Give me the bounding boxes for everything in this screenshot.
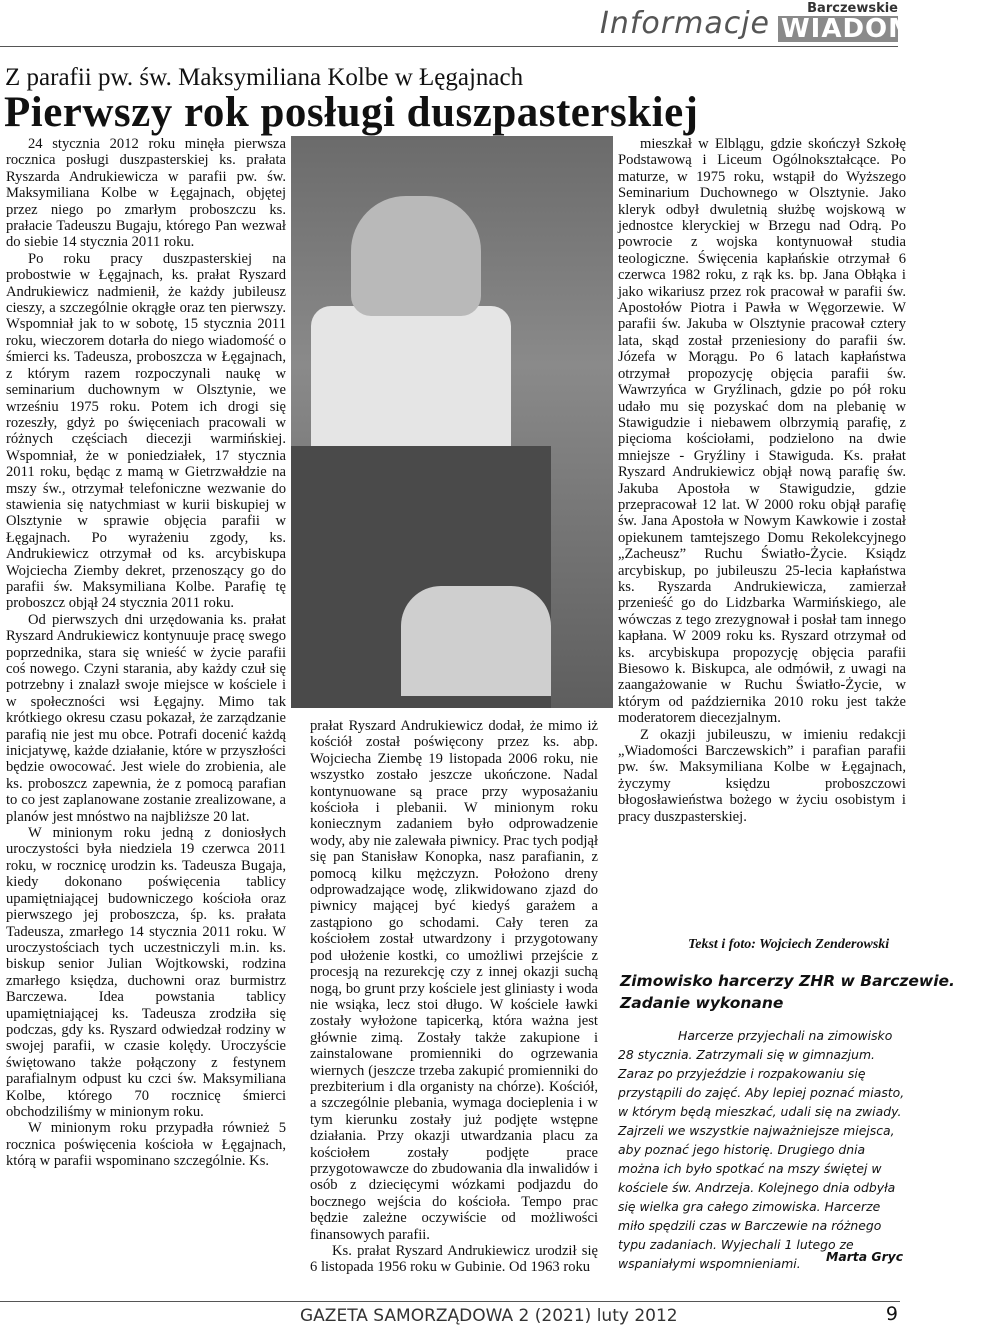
sidebar-title-line1: Zimowisko harcerzy ZHR w Barczewie. — [620, 972, 955, 990]
article-photo — [291, 136, 613, 708]
article-column-1 — [6, 136, 286, 1170]
paragraph: Od pierwszych dni urzędowania ks. prałat Ryszard Andrukiewicz kontynuuje pracę swego poprzednika, stara się wnieść w życie parafii coś nowego. Czyni starania, aby każdy czuł się potrzebny i znalazł swoje miejsce w kościele i w społeczności wsi Łęgajny. Mimo tak krótkiego okresu czasu pokazał, że zarządzanie parafią nie jest mu obce. Potrafi docenić każdą inicjatywę, każde działanie, które w przyszłości będzie owocować. Jest wiele do zrobienia, ale ks. proboszcz zapewnia, że z pomocą parafian to co jest zaplanowane zostanie zrealizowane, a planów jest mnóstwo na najbliższe 20 lat. — [6, 611, 286, 825]
header-rule — [0, 46, 898, 47]
sidebar-title-line2: Zadanie wykonane — [620, 994, 784, 1012]
paragraph: Ks. prałat Ryszard Andrukiewicz urodził się 6 listopada 1956 roku w Gubinie. Od 1963 roku — [310, 1243, 598, 1276]
paragraph: Z okazji jubileuszu, w imieniu redakcji „Wiadomości Barczewskich” i parafian parafii pw. św. Maksymiliana Kolbe w Łęgajnach, życzymy księdzu proboszczowi błogosławieństwa bożego w życiu osobistym i pracy duszpasterskiej. — [618, 726, 906, 825]
section-label: Informacje — [599, 6, 770, 41]
article-column-3 — [618, 136, 906, 825]
paragraph: W minionym roku przypadła również 5 rocznica poświęcenia kościoła w Łęgajnach, którą w parafii wspominano szczególnie. Ks. — [6, 1120, 286, 1170]
logo-bottom: WIADOMOŚCI — [778, 16, 898, 42]
photo-tablets-shape — [401, 586, 551, 696]
sidebar-title — [620, 970, 955, 1014]
paragraph: W minionym roku jedną z doniosłych uroczystości była niedziela 19 czerwca 2011 roku, w rocznicę urodzin ks. Tadeusza Bugaja, kiedy dokonano poświęcenia tablicy upamiętniającej budowniczego kościoła oraz pierwszego jej proboszcza, śp. ks. prałata Tadeusza, zmarłego 14 stycznia 2011 roku. W uroczystościach tych uczestniczyli m.in. ks. biskup senior Julian Wojtkowski, rodzina zmarłego księdza, duchowni oraz burmistrz Barczewa. Idea powstania tablicy upamiętniającej ks. Tadeusza zrodziła się podczas, gdy ks. Ryszard odwiedzał rodziny w swojej parafii, w czasie kolędy. Uroczyście świętowano także połączony z festynem parafialnym odpust ku czci św. Maksymiliana Kolbe, którego 70 rocznicę śmierci obchodziliśmy w minionym roku. — [6, 825, 286, 1120]
article-credit: Tekst i foto: Wojciech Zenderowski — [688, 937, 890, 952]
article-column-2 — [310, 718, 598, 1276]
paragraph: prałat Ryszard Andrukiewicz dodał, że mimo iż kościół został poświęcony przez ks. abp. Wojciecha Ziembę 19 listopada 2006 roku, nie wszystko zostało jeszcze ukończone. Nadal kontynuowane są prace przy wyposażaniu kościoła i plebanii. W minionym roku koniecznym zadaniem było odprowadzenie wody, aby nie zalewała piwnicy. Prac tych podjął się pan Stanisław Konopka, nasz parafianin, z pomocą kilku mężczyzn. Położono dreny odprowadzające wodę, zlikwidowano zjazd do piwnicy mającej być kiedyś garażem a zastąpiono go schodami. Cały teren za kościołem został utwardzony i przygotowany pod ułożenie kostki, co umożliwi przejście z procesją na rezurekcję czy z innej okazji suchą nogą, bo grunt przy kościele jest gliniasty i woda nie wsiąka, lecz stoi długo. W kościele ławki zostały wyłożone tapicerką, która ważna jest głównie zimą. Zostały także zakupione i zainstalowane promienniki do ogrzewania wiernych (jeszcze trzeba zakupić promienniki do prezbiterium i dla organisty na chórze). Kościół, a szczególnie plebania, wymaga docieplenia i w tym kierunku zostały już podjęte wstępne działania. Przy okazji utwardzania placu za kościołem zostały podjęte prace przygotowawcze do zbudowania dla inwalidów i osób z dziecięcymi wózkami podjazdu do bocznego wejścia do kościoła. Tempo prac będzie zależne oczywiście od możliwości finansowych parafii. — [310, 718, 598, 1243]
sidebar-paragraph: Harcerze przyjechali na zimowisko 28 stycznia. Zatrzymali się w gimnazjum. Zaraz po przyjeździe i rozpakowaniu się przystąpili do zajęć. Aby lepiej poznać miasto, w którym będą mieszkać, udali się na zwiady. Zajrzeli we wszystkie najważniejsze miejsca, aby poznać jego historię. Drugiego dnia można ich było spotkać na mszy świętej w kościele św. Andrzeja. Kolejnego dnia odbyła się wielka gra całego zimowiska. Harcerze miło spędzili czas w Barczewie na różnego typu zadaniach. Wyjechali 1 lutego ze wspaniałymi wspomnieniami. — [618, 1028, 905, 1271]
article-headline: Pierwszy rok posługi duszpasterskiej — [4, 89, 699, 136]
paragraph: 24 stycznia 2012 roku minęła pierwsza rocznica posługi duszpasterskiej ks. prałata Ryszarda Andrukiewicza w parafii pw. św. Maksymiliana Kolbe w Łęgajnach, objętej przez niego po zmarłym proboszczu ks. prałacie Tadeuszu Bugaju, którego Pan wezwał do siebie 14 stycznia 2011 roku. — [6, 136, 286, 251]
masthead-logo — [778, 1, 989, 44]
article-kicker: Z parafii pw. św. Maksymiliana Kolbe w Łęgajnach — [5, 64, 524, 91]
footer-rule — [0, 1301, 900, 1302]
photo-figure-shape — [351, 196, 481, 316]
page-number: 9 — [885, 1303, 898, 1325]
sidebar-author: Marta Gryc — [826, 1249, 904, 1264]
paragraph: Po roku pracy duszpasterskiej na probostwie w Łęgajnach, ks. prałat Ryszard Andrukiewicz nadmienił, że każdy jubileusz cieszy, a szczególnie okrągłe oraz ten pierwszy. Wspomniał jak to w sobotę, 15 stycznia 2011 roku, wieczorem dotarła do niego wiadomość o śmierci ks. Tadeusza, proboszcza w Łęgajnach, z którym razem rozpoczynali naukę w seminarium duchownym w Olsztynie, we wrześniu 1975 roku. Potem ich drogi się rozeszły, gdyż po święceniach pracowali w różnych częściach diecezji warmińskiej. Wspomniał, że w poniedziałek, 17 stycznia 2011 roku, będąc z mamą w Gietrzwałdzie na mszy św., otrzymał telefoniczne wezwanie do stawienia się natychmiast w kurii biskupiej w Olsztynie w sprawie objęcia parafii w Łęgajnach. Po wyrażeniu zgody, ks. Andrukiewicz otrzymał od ks. arcybiskupa Wojciecha Ziemby dekret, przenoszący go do parafii św. Maksymiliana Kolbe. Parafię tę proboszcz objął 24 stycznia 2011 roku. — [6, 250, 286, 612]
paragraph: mieszkał w Elblągu, gdzie skończył Szkołę Podstawową i Liceum Ogólnokształcące. Po maturze, w 1975 roku, wstąpił do Wyższego Seminarium Duchownego w Olsztynie. Jako kleryk odbył dwuletnią służbę wojskową w jednostce kleryckiej w Brzegu nad Odrą. Po powrocie z wojska kontynuował studia teologiczne. Święcenia kapłańskie otrzymał 6 czerwca 1982 roku, z rąk ks. bp. Jana Obłąka i jako wikariusz przez rok pracował w parafii św. Apostołów Piotra i Pawła w Węgorzewie. W parafii św. Jakuba w Olsztynie pracował cztery lata, skąd został przeniesiony do parafii św. Józefa w Morągu. Po 6 latach kapłaństwa otrzymał propozycję objęcia parafii św. Wawrzyńca w Gryźlinach, gdzie po pół roku udało mu się pozyskać dom na plebanię w Stawigudzie i niebawem olbrzymią parafię, z pięcioma kościołami, podzielono na dwie mniejsze - Gryźliny i Stawiguda. Ks. prałat Ryszard Andrukiewicz objął nową parafię św. Jakuba Apostoła w Stawigudzie, gdzie przepracował 12 lat. W 2000 roku objął parafię św. Jana Apostoła w Nowym Kawkowie i został opiekunem tamtejszego Domu Rekolekcyjnego „Zacheusz” Ruchu Światło-Życie. Ksiądz arcybiskup, po jubileuszu 25-lecia kapłaństwa ks. Ryszarda Andrukiewicza, zamierzał przenieść go do Lidzbarka Warmińskiego, ale wówczas z tego zrezygnował i posłał tam innego kapłana. W 2009 roku ks. Ryszard otrzymał od ks. arcybiskupa propozycję objęcia parafii Biesowo k. Biskupca, ale odmówił, z uwagi na zaangażowanie w Ruchu Światło-Życie, w którym od października 2010 roku jest także moderatorem diecezjalnym. — [618, 136, 906, 727]
logo-top: Barczewskie — [807, 1, 898, 16]
footer-publication: GAZETA SAMORZĄDOWA 2 (2021) luty 2012 — [300, 1306, 678, 1326]
sidebar-body — [618, 1026, 906, 1273]
